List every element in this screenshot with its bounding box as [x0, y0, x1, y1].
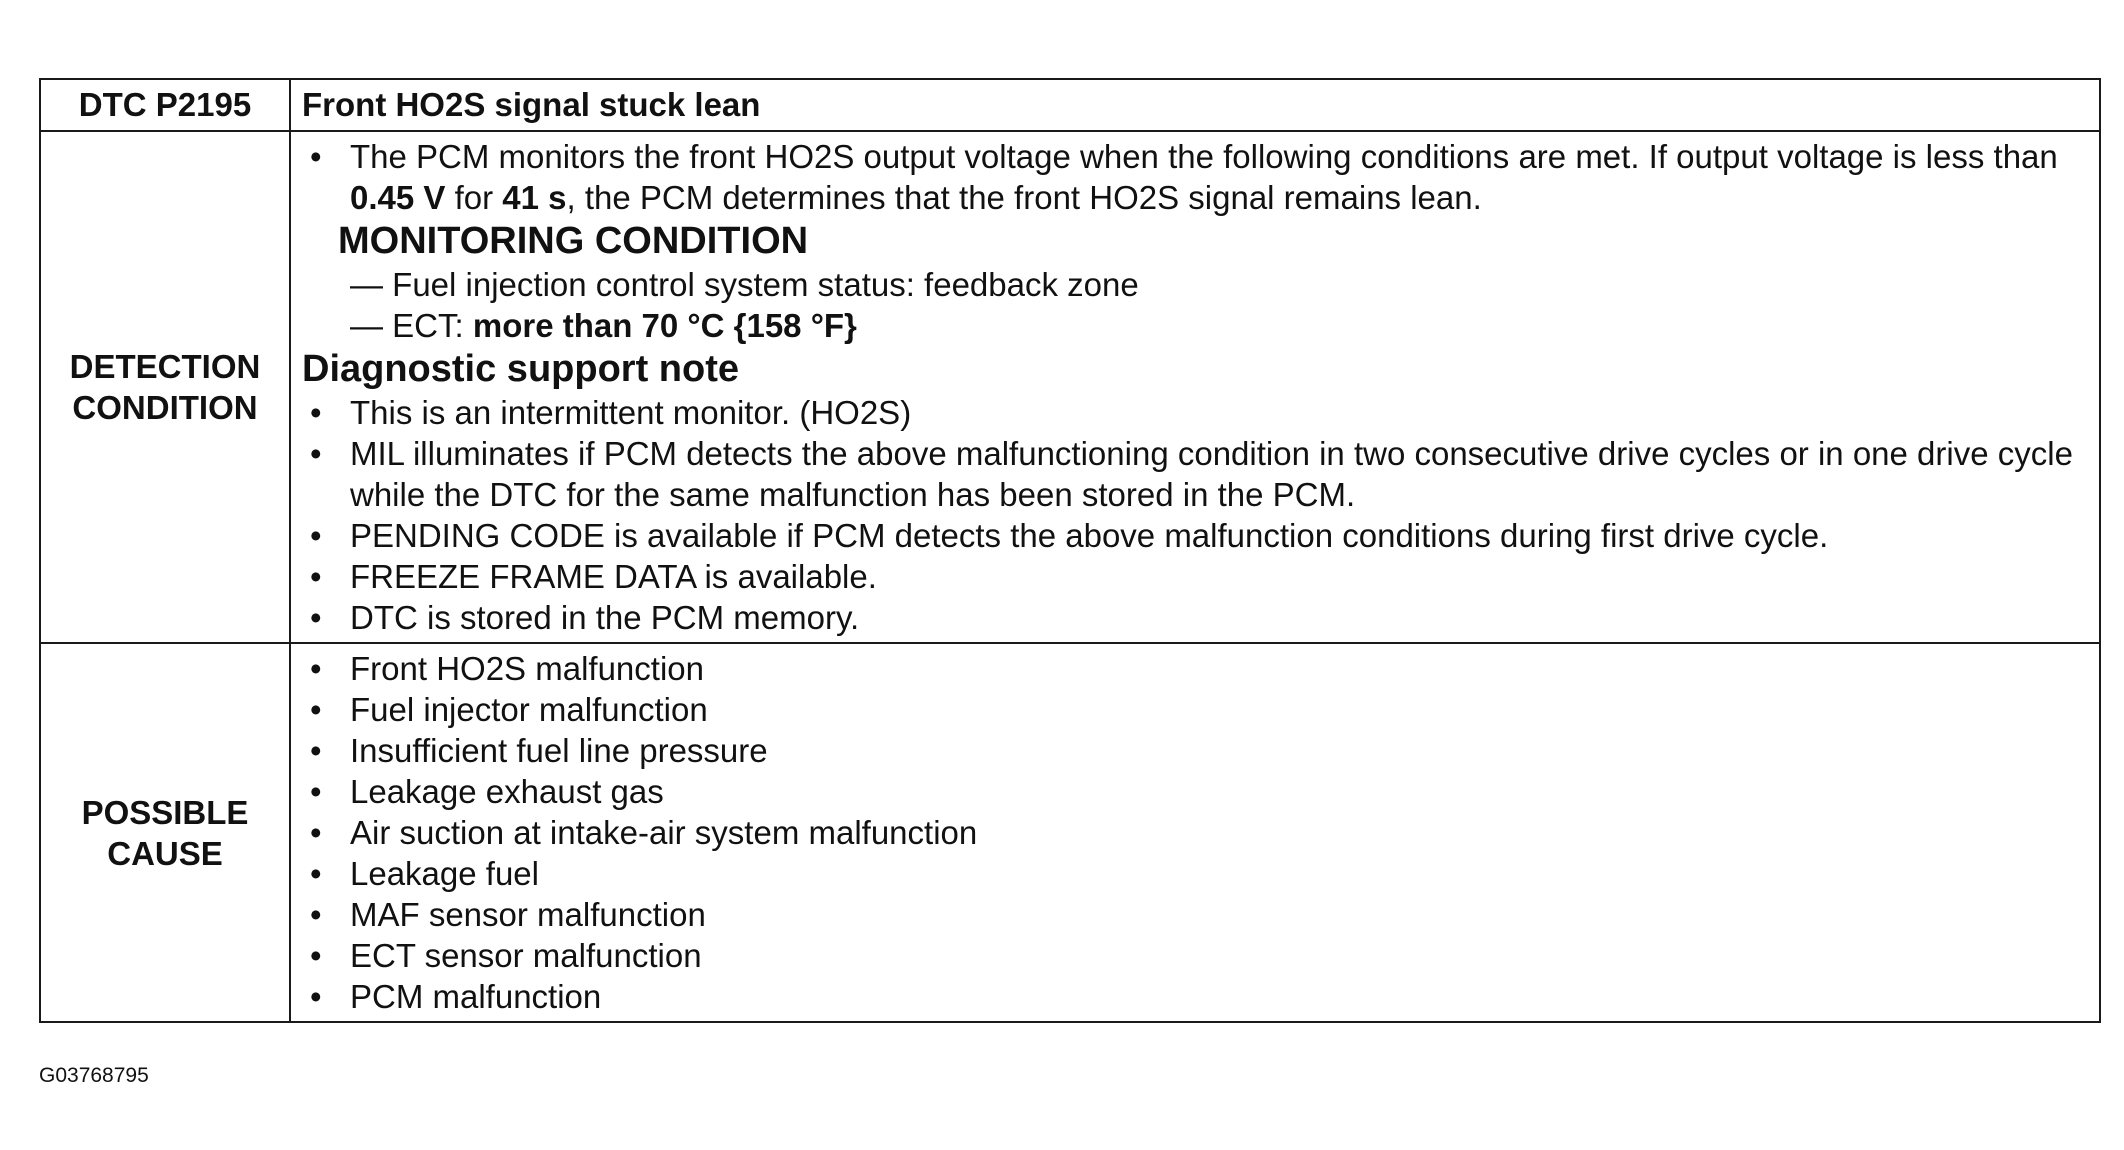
possible-cause-content — [290, 643, 2100, 1022]
dtc-title: Front HO2S signal stuck lean — [290, 79, 2100, 131]
cause-item: • Insufficient fuel line pressure — [302, 730, 2087, 771]
ect-value: more than 70 °C {158 °F} — [472, 307, 857, 344]
dtc-code: DTC P2195 — [40, 79, 290, 131]
cause-item: • Air suction at intake-air system malfunction — [302, 812, 2087, 853]
intro-time: 41 s — [502, 179, 567, 216]
possible-cause-label — [40, 643, 290, 1022]
ect-prefix: — ECT: — [350, 307, 473, 344]
cause-item: • Leakage exhaust gas — [302, 771, 2087, 812]
intro-text-a: The PCM monitors the front HO2S output voltage when the following conditions are met. If output voltage is less than — [350, 138, 2058, 175]
dtc-table — [39, 78, 2101, 1023]
cause-item: • Leakage fuel — [302, 853, 2087, 894]
detection-label-line1: DETECTION — [69, 348, 261, 385]
detection-row — [40, 131, 2100, 643]
detection-condition-content — [290, 131, 2100, 643]
cause-item: • ECT sensor malfunction — [302, 935, 2087, 976]
support-note-list — [302, 392, 2087, 638]
detection-label-line2: CONDITION — [72, 389, 258, 426]
intro-voltage: 0.45 V — [350, 179, 446, 216]
support-note-item: • MIL illuminates if PCM detects the above malfunctioning condition in two consecutive drive cycles or in one drive cycle while the DTC for the same malfunction has been stored in the PCM. — [302, 433, 2087, 515]
support-note-item: • FREEZE FRAME DATA is available. — [302, 556, 2087, 597]
header-row — [40, 79, 2100, 131]
intro-text-for: for — [445, 179, 503, 216]
cause-label-line1: POSSIBLE — [81, 793, 249, 831]
possible-cause-row — [40, 643, 2100, 1022]
monitoring-condition-2 — [302, 305, 2087, 346]
support-note-item: • PENDING CODE is available if PCM detects the above malfunction conditions during first drive cycle. — [302, 515, 2087, 556]
cause-item: • MAF sensor malfunction — [302, 894, 2087, 935]
diagnostic-support-note-heading: Diagnostic support note — [302, 348, 739, 390]
figure-id: G03768795 — [39, 1064, 149, 1087]
detection-condition-label — [40, 131, 290, 643]
cause-item: • PCM malfunction — [302, 976, 2087, 1017]
detection-intro-list — [302, 136, 2087, 218]
cause-item: • Front HO2S malfunction — [302, 648, 2087, 689]
cause-label-line2: CAUSE — [107, 834, 223, 872]
intro-text-b: , the PCM determines that the front HO2S signal remains lean. — [566, 179, 1482, 216]
support-note-item: • DTC is stored in the PCM memory. — [302, 597, 2087, 638]
monitoring-condition-heading: MONITORING CONDITION — [338, 220, 809, 262]
possible-cause-list — [302, 648, 2087, 1017]
cause-item: • Fuel injector malfunction — [302, 689, 2087, 730]
monitoring-condition-1: — Fuel injection control system status: feedback zone — [350, 266, 1139, 303]
support-note-item: • This is an intermittent monitor. (HO2S) — [302, 392, 2087, 433]
detection-intro — [302, 136, 2087, 218]
